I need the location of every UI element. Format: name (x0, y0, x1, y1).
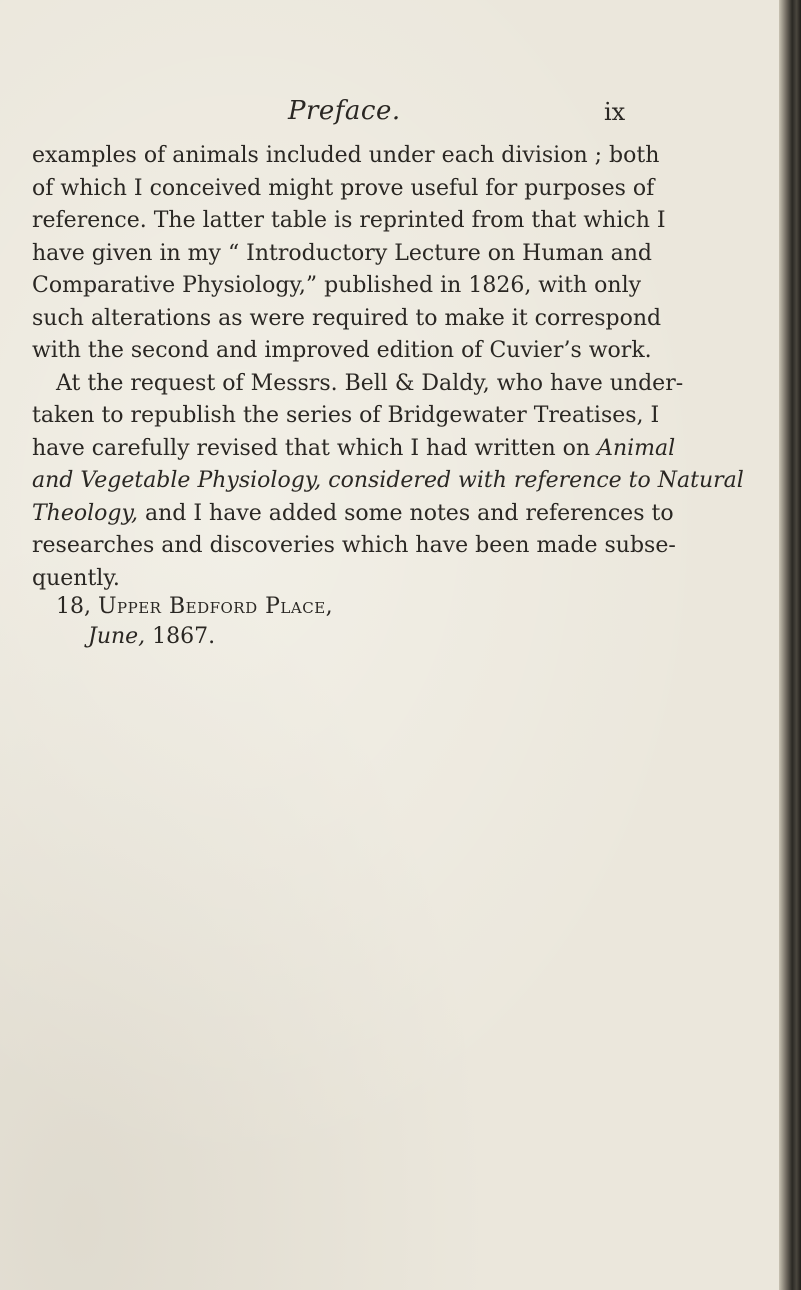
text-line: quently. (32, 565, 120, 591)
text-line: such alterations as were required to make it correspond (32, 305, 662, 331)
text-line: Comparative Physiology,” published in 1826, with only (32, 273, 642, 298)
date-month: June, (88, 624, 146, 649)
text-line: examples of animals included under each division ; both (32, 143, 660, 168)
italic-title-line: and Vegetable Physiology, considered with reference to Natural (32, 468, 744, 493)
text-line: with the second and improved edition of Cuvier’s work. (32, 338, 652, 363)
preface-body (32, 140, 744, 595)
text-line: researches and discoveries which have been made subse- (32, 533, 676, 558)
text-line: taken to republish the series of Bridgewater Treatises, I (32, 403, 660, 428)
text-line: reference. The latter table is reprinted from that which I (32, 208, 666, 233)
running-title: Preface. (288, 96, 401, 126)
text-segment: and I have added some notes and references to (144, 500, 674, 526)
binding-gutter (779, 0, 801, 1290)
text-line (32, 433, 676, 466)
text-line: of which I conceived might prove useful for purposes of (32, 175, 655, 201)
text-segment: have carefully revised that which I had written on (32, 435, 591, 461)
signature-block (56, 592, 333, 652)
italic-title-segment: Animal (597, 435, 676, 461)
text-line: have given in my “ Introductory Lecture on Human and (32, 240, 652, 266)
text-line (32, 498, 674, 531)
address-street: Upper Bedford Place, (98, 594, 334, 619)
address-number: 18, (56, 594, 91, 619)
date-year: 1867. (152, 624, 216, 649)
page-header (0, 96, 801, 136)
text-line: At the request of Messrs. Bell & Daldy, who have under- (56, 370, 684, 396)
date-line (56, 622, 333, 652)
page-number: ix (604, 98, 626, 126)
address-line (56, 594, 333, 619)
italic-title-segment: Theology, (32, 500, 138, 526)
